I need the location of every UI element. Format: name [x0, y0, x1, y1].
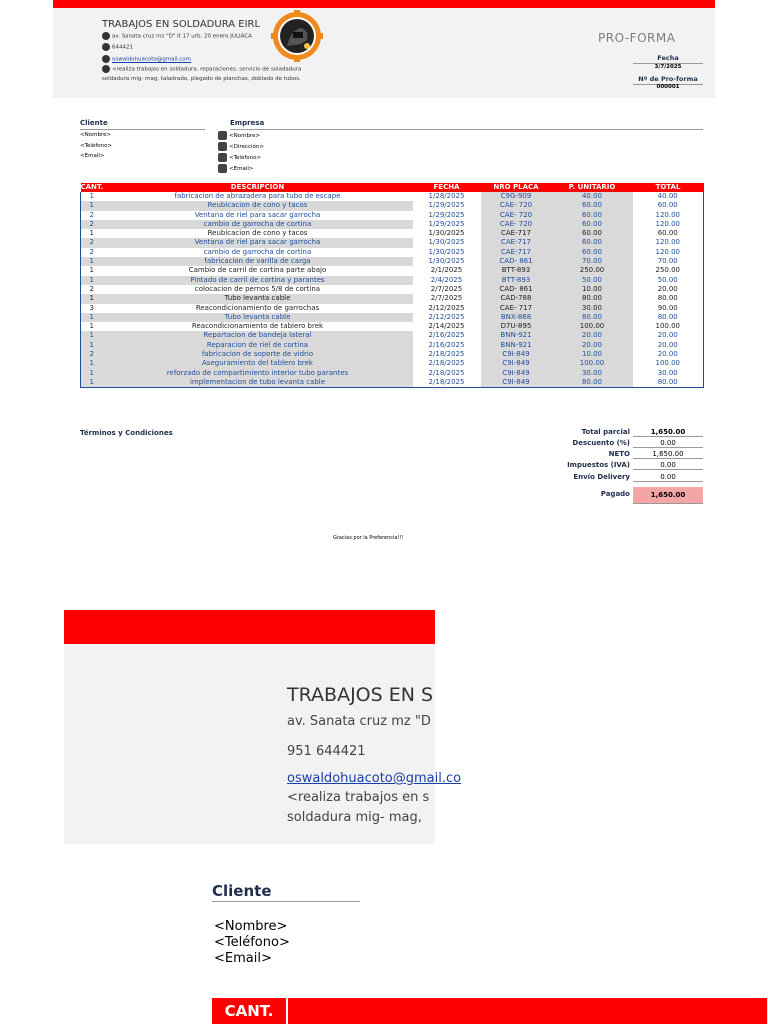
cell-fecha: 1/30/2025	[428, 257, 465, 266]
cell-pu: 80.00	[552, 313, 633, 322]
empresa-phone-row	[218, 153, 261, 162]
cell-placa: C9G-909	[481, 192, 552, 201]
cell-pu: 60.00	[552, 238, 633, 247]
table-header-row	[81, 183, 704, 192]
table-row	[81, 341, 704, 350]
discount-value[interactable]: 0.00	[633, 439, 703, 448]
cell-placa: CAD-788	[481, 294, 552, 303]
cell-cant: 2	[81, 248, 103, 257]
cell-placa: CAE- 717	[481, 304, 552, 313]
cell-total: 90.00	[633, 304, 704, 313]
cell-pu: 40.00	[552, 192, 633, 201]
location-icon	[218, 142, 227, 151]
cell-total: 20.00	[633, 331, 704, 340]
discount-label: Descuento (%)	[572, 439, 630, 447]
header-cant: CANT.	[80, 183, 104, 191]
cell-total: 120.00	[633, 220, 704, 229]
empresa-name-row	[218, 131, 260, 140]
cell-fecha: 2/7/2025	[430, 294, 463, 303]
cell-fecha: 2/14/2025	[428, 322, 465, 331]
cell-fecha: 2/4/2025	[430, 275, 463, 284]
phone-icon	[102, 43, 110, 51]
cell-placa: CAE- 720	[481, 211, 552, 220]
zoom-table-header	[212, 998, 767, 1024]
cell-placa: CAE-717	[481, 248, 552, 257]
tax-value[interactable]: 0.00	[633, 461, 703, 470]
zoom-client-title: Cliente	[212, 882, 272, 900]
cell-fecha: 1/28/2025	[428, 192, 465, 200]
table-row	[81, 248, 704, 257]
cell-fecha: 2/18/2025	[428, 350, 465, 359]
cell-fecha: 2/18/2025	[413, 378, 481, 388]
cell-cant: 1	[81, 322, 103, 331]
company-address: av. Sanata cruz mz "D" lt 17 urb. 20 enero JULIACA	[112, 33, 252, 40]
cell-desc: Ventana de riel para sacar garrocha	[194, 210, 321, 219]
cell-cant: 1	[81, 201, 103, 210]
location-icon	[102, 32, 110, 40]
cell-cant: 1	[81, 331, 103, 340]
top-red-bar	[53, 0, 715, 8]
cell-pu: 60.00	[552, 211, 633, 220]
cell-fecha: 2/12/2025	[428, 303, 465, 312]
client-divider	[80, 129, 205, 130]
cell-desc: reforzado de compartimiento interior tubo parantes	[103, 369, 413, 378]
cell-pu: 60.00	[552, 229, 633, 238]
cell-total: 60.00	[633, 201, 704, 210]
company-desc-line2: soldadura mig- mag, taladrado, plegado de planchas, doblado de tubos.	[102, 76, 301, 82]
empresa-address-row	[218, 142, 264, 151]
cell-fecha: 2/16/2025	[428, 340, 465, 349]
proforma-number: 000001	[656, 84, 680, 90]
zoom-client-phone[interactable]: <Teléfono>	[214, 935, 290, 950]
info-icon	[102, 65, 110, 73]
paid-value: 1,650.00	[633, 487, 703, 504]
cell-cant: 1	[81, 229, 103, 238]
zoom-header-cant: CANT.	[212, 998, 288, 1024]
cell-cant: 3	[81, 304, 103, 313]
cell-placa: CAE-717	[481, 238, 552, 247]
cell-total: 80.00	[633, 378, 704, 388]
empresa-divider	[230, 129, 703, 130]
cell-cant: 1	[81, 378, 103, 388]
email-icon	[218, 164, 227, 173]
header-descripcion: DESCRIPCIÓN	[103, 183, 413, 192]
cell-fecha: 2/16/2025	[428, 331, 465, 340]
cell-placa: BTT-893	[481, 276, 552, 285]
cell-total: 20.00	[633, 350, 704, 359]
cell-placa: C9I-849	[481, 359, 552, 368]
zoom-company-phone: 951 644421	[287, 744, 366, 759]
cell-fecha: 1/29/2025	[428, 210, 465, 219]
cell-pu: 250.00	[552, 266, 633, 275]
cell-total: 20.00	[633, 285, 704, 294]
cell-pu: 100.00	[552, 359, 633, 368]
email-icon	[102, 55, 110, 63]
header-fecha: FECHA	[413, 183, 481, 192]
cell-total: 120.00	[633, 211, 704, 220]
table-row	[81, 285, 704, 294]
table-row	[81, 276, 704, 285]
cell-desc: Reparacion de riel de cortina	[103, 341, 413, 350]
cell-cant: 1	[81, 341, 103, 350]
company-desc-row	[102, 65, 301, 73]
net-label: NETO	[608, 450, 630, 458]
zoom-client-name[interactable]: <Nombre>	[214, 919, 288, 934]
cell-total: 80.00	[633, 294, 704, 303]
zoom-header-band	[64, 644, 462, 844]
cell-cant: 1	[81, 192, 103, 201]
table-row	[81, 378, 704, 388]
cell-placa: CAD- 861	[481, 257, 552, 266]
invoice-page	[53, 0, 715, 560]
table-row	[81, 294, 704, 303]
net-value: 1,650.00	[633, 450, 703, 459]
cell-pu: 30.00	[552, 369, 633, 378]
cell-cant: 2	[81, 238, 103, 247]
cell-total: 120.00	[633, 248, 704, 257]
table-row	[81, 257, 704, 266]
cell-placa: BNN-921	[481, 341, 552, 350]
cell-desc: fabricacion de varilla de carga	[103, 257, 413, 266]
cell-total: 80.00	[633, 313, 704, 322]
subtotal-value: 1,650.00	[633, 428, 703, 437]
cell-pu: 60.00	[552, 248, 633, 257]
client-phone-field[interactable]: <Teléfono>	[80, 143, 113, 149]
company-phone: 644421	[112, 44, 133, 51]
cell-total: 60.00	[633, 229, 704, 238]
welder-gear-logo	[271, 10, 323, 62]
cell-pu: 60.00	[552, 201, 633, 210]
person-icon	[218, 131, 227, 140]
date-label: Fecha	[657, 54, 679, 62]
cell-total: 40.00	[633, 192, 704, 201]
cell-desc: Pintado de carril de cortina y parantes	[103, 276, 413, 285]
cell-desc: Repartacion de bandeja lateral	[103, 331, 413, 340]
zoom-company-desc1: <realiza trabajos en s	[287, 790, 430, 805]
cell-desc: Aseguramiento del tablero brek	[103, 359, 413, 368]
cell-placa: CAE- 720	[481, 220, 552, 229]
table-row	[81, 266, 704, 275]
cell-fecha: 1/30/2025	[428, 247, 465, 256]
cell-total: 100.00	[633, 359, 704, 368]
cell-fecha: 1/30/2025	[428, 238, 465, 247]
cell-cant: 1	[81, 276, 103, 285]
cell-total: 30.00	[633, 369, 704, 378]
cell-total: 50.00	[633, 276, 704, 285]
cell-desc: Reubicacion de cono y tacos	[207, 229, 308, 238]
empresa-phone-field[interactable]: <Teléfono>	[229, 155, 262, 161]
cell-pu: 30.00	[552, 304, 633, 313]
cell-desc: Reubicacion de cono y tacos	[103, 201, 413, 210]
company-email-row	[102, 55, 191, 63]
date-value: 3/7/2025	[654, 64, 682, 70]
cell-pu: 70.00	[552, 257, 633, 266]
table-row	[81, 359, 704, 368]
empresa-address-field[interactable]: <Dirección>	[229, 144, 264, 150]
cell-desc: cambio de garrocha de cortina	[103, 220, 413, 229]
cell-desc: Ventana de riel para sacar garrocha	[103, 238, 413, 247]
cell-cant: 1	[81, 359, 103, 368]
cell-cant: 2	[81, 220, 103, 229]
cell-pu: 100.00	[552, 322, 633, 331]
cell-fecha: 2/12/2025	[428, 312, 465, 321]
cell-total: 70.00	[633, 257, 704, 266]
client-section-title: Cliente	[80, 119, 108, 127]
zoom-client-divider	[212, 901, 360, 902]
terms-title: Términos y Condiciones	[80, 429, 173, 437]
cell-pu: 20.00	[552, 331, 633, 340]
client-name-field[interactable]: <Nombre>	[80, 132, 112, 138]
zoom-red-bar	[64, 610, 435, 644]
table-row	[81, 211, 704, 220]
company-email-link[interactable]: oswaldohuacoto@gmail.com	[112, 56, 192, 63]
company-desc-line1: <realiza trabajos en soldadura, reparaciones, servicio de soladadura	[112, 66, 302, 73]
cell-cant: 1	[81, 257, 103, 266]
cell-placa: CAE-717	[481, 229, 552, 238]
header-total: TOTAL	[633, 183, 704, 192]
thanks-message: Gracias por la Preferencia!!!	[333, 535, 404, 541]
cell-fecha: 1/29/2025	[428, 219, 465, 228]
cell-total: 250.00	[633, 266, 704, 275]
cell-total: 100.00	[633, 322, 704, 331]
table-row	[81, 192, 704, 201]
cell-desc: cambio de garrocha de cortina	[203, 247, 312, 256]
header-p-unitario: P. UNITARIO	[552, 183, 633, 192]
cell-pu: 60.00	[552, 220, 633, 229]
empresa-name-field[interactable]: <Nombre>	[229, 133, 261, 139]
cell-desc: fabricacion de abrazadera para tubo de escape	[174, 192, 341, 200]
client-email-field[interactable]: <Email>	[80, 153, 105, 159]
table-row	[81, 313, 704, 322]
cell-placa: C9I-849	[481, 350, 552, 359]
table-row	[81, 350, 704, 359]
table-row	[81, 220, 704, 229]
cell-fecha: 1/30/2025	[428, 229, 465, 238]
cell-cant: 1	[81, 266, 103, 275]
zoom-client-email[interactable]: <Email>	[214, 951, 272, 966]
items-table	[80, 183, 704, 388]
cell-cant: 2	[81, 211, 103, 220]
zoom-company-email-link[interactable]: oswaldohuacoto@gmail.co	[287, 771, 462, 786]
cell-fecha: 2/18/2025	[428, 368, 465, 377]
cell-fecha: 1/29/2025	[428, 201, 465, 210]
delivery-value[interactable]: 0.00	[633, 473, 703, 482]
cell-fecha: 2/7/2025	[430, 284, 463, 293]
proforma-title: PRO-FORMA	[598, 31, 676, 45]
cell-cant: 1	[81, 369, 103, 378]
cell-fecha: 2/18/2025	[428, 359, 465, 368]
phone-icon	[218, 153, 227, 162]
cell-desc: Tubo levanta cable	[103, 294, 413, 303]
cell-desc: fabricacion de soporte de vidrio	[103, 350, 413, 359]
zoom-company-name: TRABAJOS EN S	[287, 684, 434, 706]
table-row	[81, 201, 704, 210]
cell-desc: Reacondicionamiento de tablero brek	[191, 322, 324, 331]
cell-cant: 2	[81, 285, 103, 294]
table-row	[81, 369, 704, 378]
empresa-email-row	[218, 164, 253, 173]
table-row	[81, 322, 704, 331]
cell-placa: CAD- 861	[481, 285, 552, 294]
cell-desc: Tubo levanta cable	[103, 313, 413, 322]
empresa-section-title: Empresa	[230, 119, 265, 127]
table-row	[81, 331, 704, 340]
cell-placa: CAE- 720	[481, 201, 552, 210]
subtotal-label: Total parcial	[581, 428, 630, 436]
cell-pu: 20.00	[552, 341, 633, 350]
tax-label: Impuestos (IVA)	[567, 461, 630, 469]
cell-placa: C9I-849	[481, 378, 552, 388]
company-name: TRABAJOS EN SOLDADURA EIRL	[102, 19, 261, 30]
company-phone-row	[102, 43, 133, 51]
cell-desc: colocacion de pernos 5/8 de cortina	[194, 284, 321, 293]
cell-pu: 50.00	[552, 276, 633, 285]
cell-placa: BNN-921	[481, 331, 552, 340]
cell-pu: 80.00	[552, 294, 633, 303]
cell-desc: implementacion de tubo levanta cable	[103, 378, 413, 388]
zoom-company-desc2: soldadura mig- mag,	[287, 810, 422, 825]
cell-placa: BNX-868	[481, 313, 552, 322]
cell-cant: 1	[81, 313, 103, 322]
cell-desc: Reacondicionamiento de garrochas	[195, 303, 320, 312]
header-nro-placa: NRO PLACA	[481, 183, 552, 192]
table-row	[81, 304, 704, 313]
cell-placa: D7U-895	[481, 322, 552, 331]
paid-label: Pagado	[600, 490, 630, 498]
cell-pu: 10.00	[552, 285, 633, 294]
company-address-row	[102, 32, 252, 40]
zoom-company-address: av. Sanata cruz mz "D	[287, 714, 431, 729]
table-row	[81, 229, 704, 238]
cell-cant: 1	[81, 294, 103, 303]
delivery-label: Envío Delivery	[573, 473, 630, 481]
cell-pu: 80.00	[552, 378, 633, 388]
cell-total: 120.00	[633, 238, 704, 247]
cell-placa: C9I-849	[481, 369, 552, 378]
cell-pu: 10.00	[552, 350, 633, 359]
proforma-number-label: Nº de Pro-forma	[638, 75, 698, 83]
cell-cant: 2	[81, 350, 103, 359]
empresa-email-field[interactable]: <Email>	[229, 166, 254, 172]
cell-total: 20.00	[633, 341, 704, 350]
cell-placa: BTT-893	[481, 266, 552, 275]
cell-fecha: 2/1/2025	[430, 266, 463, 275]
table-row	[81, 238, 704, 247]
cell-desc: Cambio de carril de cortina parte abajo	[188, 266, 327, 275]
